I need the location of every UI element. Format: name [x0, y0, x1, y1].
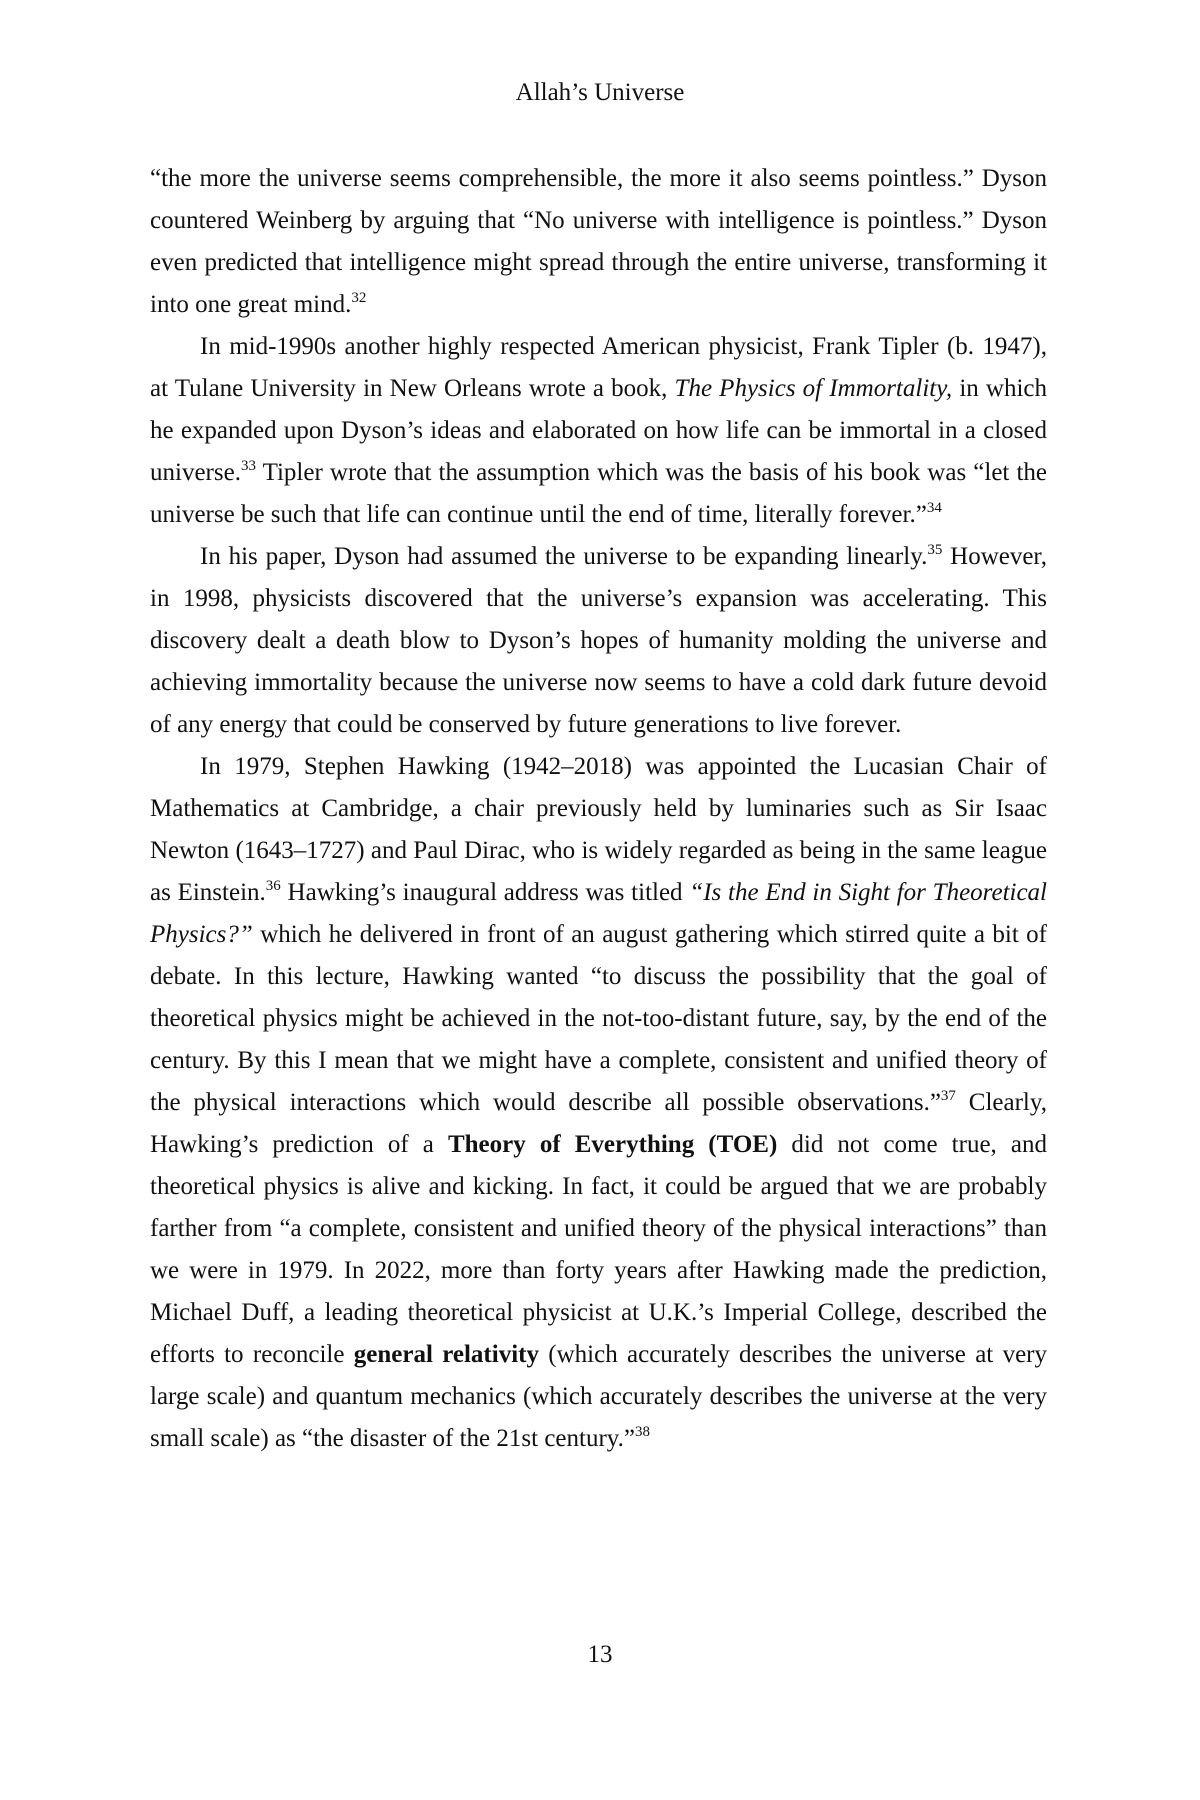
- footnote-ref: 35: [927, 542, 943, 558]
- paragraph: [150, 326, 1047, 536]
- text-run: did not come true, and theoretical physics is alive and kicking. In fact, it could be argued that we are probably farther from “a complete, consistent and unified theory of the physical interactions” than we were in 1979. In 2022, more than forty years after Hawking made the prediction, Michael Duff, a leading theoretical physicist at U.K.’s Imperial College, described the efforts to reconcile: [150, 1131, 1047, 1368]
- footnote-ref: 33: [240, 458, 256, 474]
- text-run: However, in 1998, physicists discovered that the universe’s expansion was accelerating. This discovery dealt a death blow to Dyson’s hopes of humanity molding the universe and achieving immortality because the universe now seems to have a cold dark future devoid of any energy that could be conserved by future generations to live forever.: [150, 543, 1048, 738]
- text-run: Clearly, Hawking’s prediction of a: [150, 1089, 1047, 1158]
- page-number: 13: [587, 1641, 613, 1668]
- italic-text: “Is the End in Sight for Theoretical Physics?”: [150, 879, 1048, 948]
- footnote-ref: 37: [940, 1088, 956, 1104]
- bold-term: general relativity: [353, 1341, 539, 1368]
- footnote-ref: 34: [926, 500, 942, 516]
- body-text: [150, 158, 1047, 1460]
- paragraph: [150, 536, 1047, 746]
- text-run: which he delivered in front of an august gathering which stirred quite a bit of debate. In this lecture, Hawking wanted “to discuss the possibility that the goal of theoretical physics might be achieved in the not-too-distant future, say, by the end of the century. By this I mean that we might have a complete, consistent and unified theory of the physical interactions which would describe all possible observations.”: [150, 921, 1047, 1116]
- italic-text: The Physics of Immortality,: [674, 375, 953, 402]
- bold-term: Theory of Everything (TOE): [447, 1131, 778, 1158]
- text-run: In mid-1990s another highly respected American physicist, Frank Tipler (b. 1947), at Tulane University in New Orleans wrote a book,: [150, 333, 1047, 402]
- footnote-ref: 32: [351, 290, 367, 306]
- paragraph: [150, 158, 1047, 326]
- running-head: Allah’s Universe: [515, 79, 685, 106]
- text-run: “the more the universe seems comprehensible, the more it also seems pointless.” Dyson countered Weinberg by arguing that “No universe with intelligence is pointless.” Dyson even predicted that intelligence might spread through the entire universe, transforming it into one great mind.: [150, 165, 1047, 318]
- text-run: In 1979, Stephen Hawking (1942–2018) was appointed the Lucasian Chair of Mathematics at Cambridge, a chair previously held by luminaries such as Sir Isaac Newton (1643–1727) and Paul Dirac, who is widely regarded as being in the same league as Einstein.: [150, 753, 1047, 906]
- footnote-ref: 36: [265, 878, 281, 894]
- text-run: Hawking’s inaugural address was titled: [280, 879, 690, 906]
- text-run: In his paper, Dyson had assumed the universe to be expanding linearly.: [200, 543, 928, 570]
- text-run: (which accurately describes the universe at very large scale) and quantum mechanics (which accurately describes the universe at the very small scale) as “the disaster of the 21st century.”: [150, 1341, 1047, 1452]
- footnote-ref: 38: [635, 1424, 651, 1440]
- text-run: in which he expanded upon Dyson’s ideas and elaborated on how life can be immortal in a closed universe.: [150, 375, 1047, 486]
- paragraph: [150, 746, 1047, 1460]
- text-run: Tipler wrote that the assumption which was the basis of his book was “let the universe be such that life can continue until the end of time, literally forever.”: [150, 459, 1047, 528]
